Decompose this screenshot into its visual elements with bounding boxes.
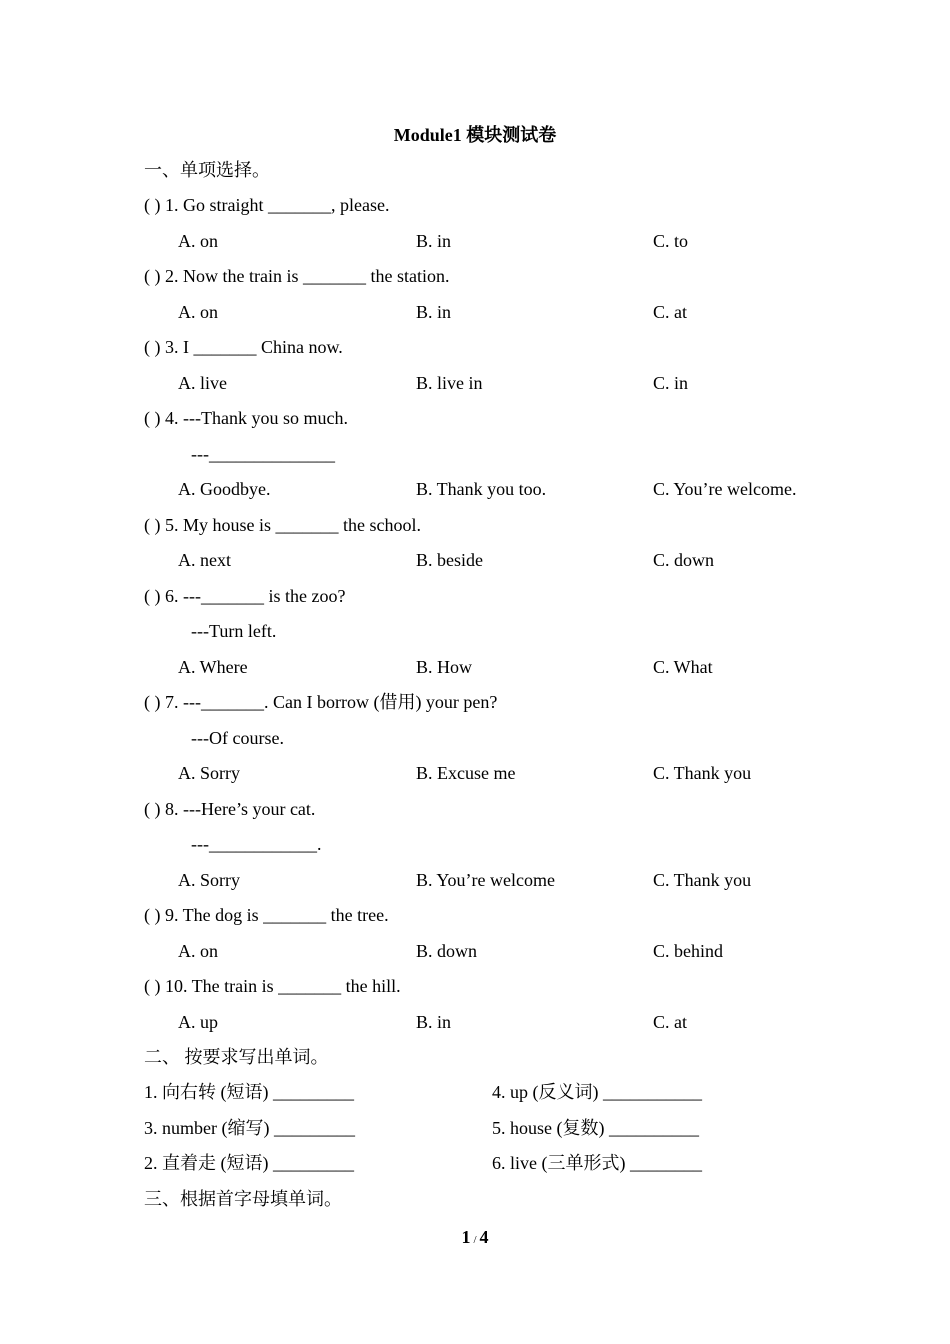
question-7: ( ) 7. ---_______. Can I borrow (借用) your pen?	[144, 692, 498, 712]
option-c: C. to	[653, 231, 689, 251]
option-c: C. at	[653, 302, 687, 322]
option-c: C. Thank you	[653, 870, 752, 890]
option-b: B. How	[416, 657, 473, 677]
option-a: A. Sorry	[178, 870, 240, 890]
option-b: B. You’re welcome	[416, 870, 555, 890]
question-6: ( ) 6. ---_______ is the zoo?	[144, 586, 346, 606]
word-task: 5. house (复数) __________	[492, 1118, 699, 1138]
option-c: C. What	[653, 657, 713, 677]
option-a: A. on	[178, 302, 218, 322]
option-a: A. next	[178, 550, 231, 570]
page-title: Module1 模块测试卷	[393, 125, 557, 145]
word-task: 4. up (反义词) ___________	[492, 1082, 702, 1102]
question-4-reply: ---______________	[191, 444, 335, 464]
option-b: B. Excuse me	[416, 763, 516, 783]
option-a: A. Goodbye.	[178, 479, 271, 499]
option-b: B. down	[416, 941, 478, 961]
page-current: 1	[461, 1227, 471, 1247]
option-b: B. in	[416, 231, 452, 251]
option-b: B. in	[416, 302, 452, 322]
option-c: C. in	[653, 373, 689, 393]
question-8: ( ) 8. ---Here’s your cat.	[144, 799, 316, 819]
page-separator: /	[473, 1234, 477, 1246]
page-number	[0, 1225, 950, 1252]
question-4: ( ) 4. ---Thank you so much.	[144, 408, 348, 428]
option-c: C. behind	[653, 941, 723, 961]
word-task: 2. 直着走 (短语) _________	[144, 1153, 354, 1173]
option-a: A. on	[178, 941, 218, 961]
option-c: C. down	[653, 550, 715, 570]
question-2: ( ) 2. Now the train is _______ the station.	[144, 266, 450, 286]
option-b: B. in	[416, 1012, 452, 1032]
section-3-heading: 三、根据首字母填单词。	[144, 1189, 342, 1209]
option-a: A. live	[178, 373, 227, 393]
question-10: ( ) 10. The train is _______ the hill.	[144, 976, 401, 996]
option-c: C. Thank you	[653, 763, 752, 783]
question-1: ( ) 1. Go straight _______, please.	[144, 195, 390, 215]
option-b: B. Thank you too.	[416, 479, 547, 499]
question-3: ( ) 3. I _______ China now.	[144, 337, 343, 357]
option-a: A. Sorry	[178, 763, 240, 783]
option-a: A. Where	[178, 657, 248, 677]
section-2-heading: 二、 按要求写出单词。	[144, 1047, 329, 1067]
option-a: A. up	[178, 1012, 218, 1032]
option-c: C. at	[653, 1012, 687, 1032]
option-b: B. beside	[416, 550, 483, 570]
question-8-reply: ---____________.	[191, 834, 322, 854]
section-1-heading: 一、单项选择。	[144, 160, 270, 180]
question-7-reply: ---Of course.	[191, 728, 284, 748]
word-task: 1. 向右转 (短语) _________	[144, 1082, 354, 1102]
option-a: A. on	[178, 231, 218, 251]
word-task: 6. live (三单形式) ________	[492, 1153, 702, 1173]
word-task: 3. number (缩写) _________	[144, 1118, 355, 1138]
question-5: ( ) 5. My house is _______ the school.	[144, 515, 421, 535]
question-9: ( ) 9. The dog is _______ the tree.	[144, 905, 389, 925]
option-c: C. You’re welcome.	[653, 479, 797, 499]
question-6-reply: ---Turn left.	[191, 621, 277, 641]
page-total: 4	[479, 1227, 489, 1247]
option-b: B. live in	[416, 373, 483, 393]
